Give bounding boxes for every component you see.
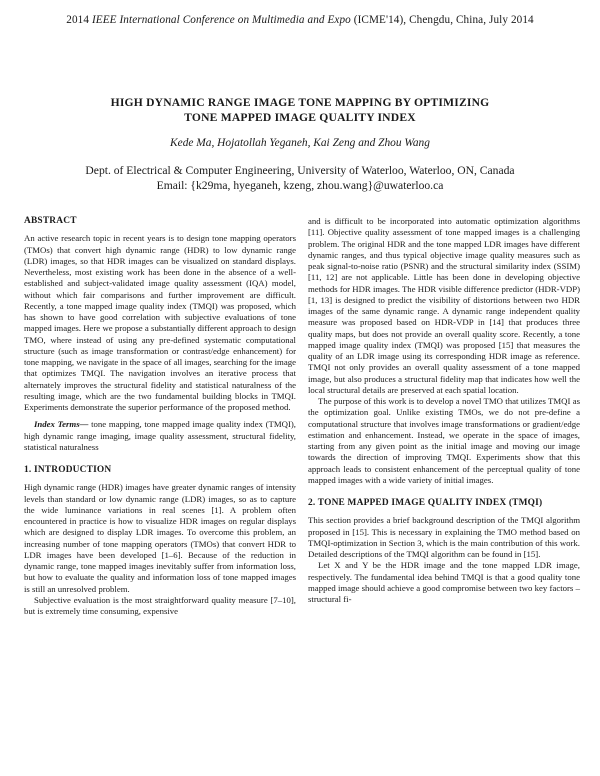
right-paragraph-2: The purpose of this work is to develop a novel TMO that utilizes TMQI as the optimization goal. Unlike existing TMOs, we do not pre-define a computational structure that involves image transformations or gradient/edge estimation and enhancement. Instead, we operate in the space of images, starting from any given point as the initial image and moving our image towards the direction of improving TMQI. Experiments show that this approach leads to consistent enhancement of the perceptual quality of tone mapped images with a wide variety of initial images.	[308, 396, 580, 485]
conference-header	[0, 14, 600, 26]
right-paragraph-1: and is difficult to be incorporated into automatic optimization algorithms [11]. Objective quality assessment of tone mapped images is a challenging problem. The original HDR and the tone mapped LDR images have different dynamic ranges, and thus typical objective image quality measures such as peak signal-to-noise ratio (PSNR) and the structural similarity index (SSIM) [11, 12] are not applicable. Little has been done in developing objective methods for HDR images. The HDR visible difference predictor (HDR-VDP) [1, 13] is designed to predict the visibility of distortions between two HDR images of the same dynamic range. A dynamic range independent quality measure was proposed based on HDR-VDP in [14] that produces three quality maps, but does not provide an overall quality score. Recently, a tone mapped image quality index (TMQI) was proposed [15] that measures the quality of an LDR image using its corresponding HDR image as reference. TMQI not only provides an overall quality assessment of a tone mapped image, but also produces a structural fidelity map that indicates how well the local structural details are preserved at each spatial location.	[308, 216, 580, 395]
tmqi-paragraph-1: This section provides a brief background description of the TMQI algorithm proposed in [15]. This is necessary in explaining the TMO method based on TMQI-optimization in Section 3, which is the main contribution of this work. Detailed descriptions of the TMQI algorithm can be found in [15].	[308, 515, 580, 559]
index-terms-text: tone mapping, tone mapped image quality index (TMQI), high dynamic range imaging, image quality assessment, structural fidelity, statistical naturalness	[24, 419, 296, 452]
index-terms	[24, 419, 296, 453]
index-terms-label: Index Terms—	[34, 419, 89, 430]
header-suffix: (ICME'14), Chengdu, China, July 2014	[353, 14, 534, 26]
email: Email: {k29ma, hyeganeh, kzeng, zhou.wang}@uwaterloo.ca	[156, 178, 444, 192]
title-line-2: TONE MAPPED IMAGE QUALITY INDEX	[184, 111, 416, 124]
abstract-text: An active research topic in recent years is to design tone mapping operators (TMOs) that convert high dynamic range (HDR) to low dynamic range (LDR) images, so that HDR images can be visualized on standard displays. Nevertheless, most existing work has been done in the absence of a well-established and subject-validated image quality assessment (IQA) model, without which fair comparisons and further improvement are difficult. Recently, a tone mapped image quality index (TMQI) was proposed, which has shown to have good correlation with subjective evaluations of tone mapped images. Here we propose a substantially different approach to design TMO, where instead of using any pre-defined systematic computational structure (such as image transformation or contrast/edge enhancement) for tone mapping, we navigate in the space of all images, searching for the image that optimizes TMQI. The navigation involves an iterative process that alternately improves the structural fidelity and statistical naturalness of the resulting image, which are the two fundamental building blocks in TMQI. Experiments demonstrate the superior performance of the proposed method.	[24, 233, 296, 412]
tmqi-paragraph-2: Let X and Y be the HDR image and the tone mapped LDR image, respectively. The fundamental idea behind TMQI is that a good quality tone mapped image should achieve a good compromise between two key factors – structural fi-	[308, 560, 580, 604]
paper-title	[40, 95, 560, 125]
header-conference: IEEE International Conference on Multimedia and Expo	[91, 14, 351, 26]
tmqi-section-heading: 2. TONE MAPPED IMAGE QUALITY INDEX (TMQI)	[308, 498, 543, 508]
title-line-1: HIGH DYNAMIC RANGE IMAGE TONE MAPPING BY OPTIMIZING	[110, 96, 490, 109]
introduction-heading: 1. INTRODUCTION	[24, 465, 112, 475]
introduction-paragraph-2: Subjective evaluation is the most straightforward quality measure [7–10], but is extremely time consuming, expensive	[24, 594, 296, 616]
affiliation-block	[0, 164, 600, 193]
paper-authors: Kede Ma, Hojatollah Yeganeh, Kai Zeng and Zhou Wang	[170, 137, 430, 149]
abstract-heading: ABSTRACT	[24, 216, 77, 226]
introduction-paragraph-1: High dynamic range (HDR) images have greater dynamic ranges of intensity levels than standard or low dynamic range (LDR) images, so as to capture the wide luminance variations in real scenes [1]. A problem often encountered in practice is how to visualize HDR images on regular displays which are designed to display LDR images. To overcome this problem, an increasing number of tone mapping operators (TMOs) that convert HDR to LDR images have been developed [1–6]. Because of the reduction in dynamic range, tone mapped images inevitably suffer from information loss, but how to evaluate the quality and information loss of tone mapped images is still an unresolved problem.	[24, 482, 296, 594]
affiliation: Dept. of Electrical & Computer Engineering, University of Waterloo, Waterloo, ON, Canada	[85, 164, 515, 177]
right-column	[308, 216, 580, 605]
header-year: 2014	[66, 14, 90, 26]
left-column	[24, 216, 296, 617]
